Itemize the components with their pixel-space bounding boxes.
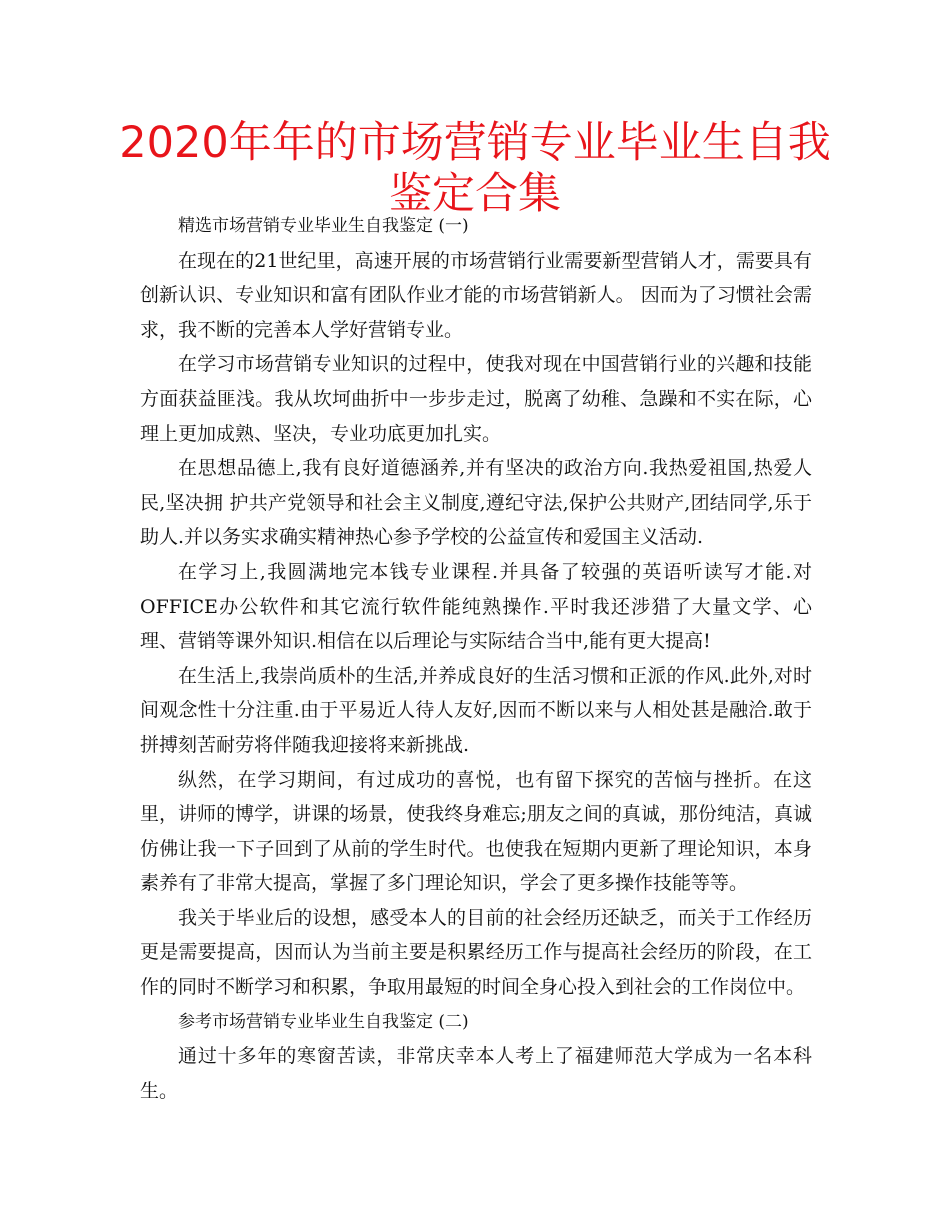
paragraph: 通过十多年的寒窗苦读，非常庆幸本人考上了福建师范大学成为一名本科生。	[140, 1045, 812, 1102]
paragraph: 在学习市场营销专业知识的过程中，使我对现在中国营销行业的兴趣和技能方面获益匪浅。我从坎坷曲折中一步步走过，脱离了幼稚、急躁和不实在际，心理上更加成熟、坚决，专业功底更加扎实。	[140, 353, 812, 445]
paragraph: 我关于毕业后的设想，感受本人的目前的社会经历还缺乏，而关于工作经历更是需要提高，因而认为当前主要是积累经历工作与提高社会经历的阶段，在工作的同时不断学习和积累，争取用最短的时间全身心投入到社会的工作岗位中。	[140, 906, 812, 999]
section-heading-2: 参考市场营销专业毕业生自我鉴定 (二)	[178, 1011, 469, 1032]
document-body	[140, 209, 812, 1108]
document-title: 2020年年的市场营销专业毕业生自我鉴定合集	[119, 118, 831, 219]
paragraph: 在现在的21世纪里，高速开展的市场营销行业需要新型营销人才，需要具有创新认识、专业知识和富有团队作业才能的市场营销新人。 因而为了习惯社会需求，我不断的完善本人学好营销专业。	[140, 249, 812, 341]
paragraph: 纵然，在学习期间，有过成功的喜悦，也有留下探究的苦恼与挫折。在这里，讲师的博学，讲课的场景，使我终身难忘;朋友之间的真诚，那份纯洁，真诚仿佛让我一下子回到了从前的学生时代。也使我在短期内更新了理论知识，本身素养有了非常大提高，掌握了多门理论知识，学会了更多操作技能等等。	[140, 768, 812, 895]
paragraph: 在学习上,我圆满地完本钱专业课程.并具备了较强的英语听读写才能.对OFFICE办公软件和其它流行软件能纯熟操作.平时我还涉猎了大量文学、心理、营销等课外知识.相信在以后理论与实际结合当中,能有更大提高!	[140, 560, 812, 653]
paragraph: 在生活上,我崇尚质朴的生活,并养成良好的生活习惯和正派的作风.此外,对时间观念性十分注重.由于平易近人待人友好,因而不断以来与人相处甚是融洽.敢于拼搏刻苦耐劳将伴随我迎接将来新挑战.	[140, 664, 812, 756]
section-heading-1: 精选市场营销专业毕业生自我鉴定 (一)	[178, 216, 469, 236]
paragraph: 在思想品德上,我有良好道德涵养,并有坚决的政治方向.我热爱祖国,热爱人民,坚决拥 护共产党领导和社会主义制度,遵纪守法,保护公共财产,团结同学,乐于助人.并以务实求确实精神热心参予学校的公益宣传和爱国主义活动.	[140, 457, 812, 549]
